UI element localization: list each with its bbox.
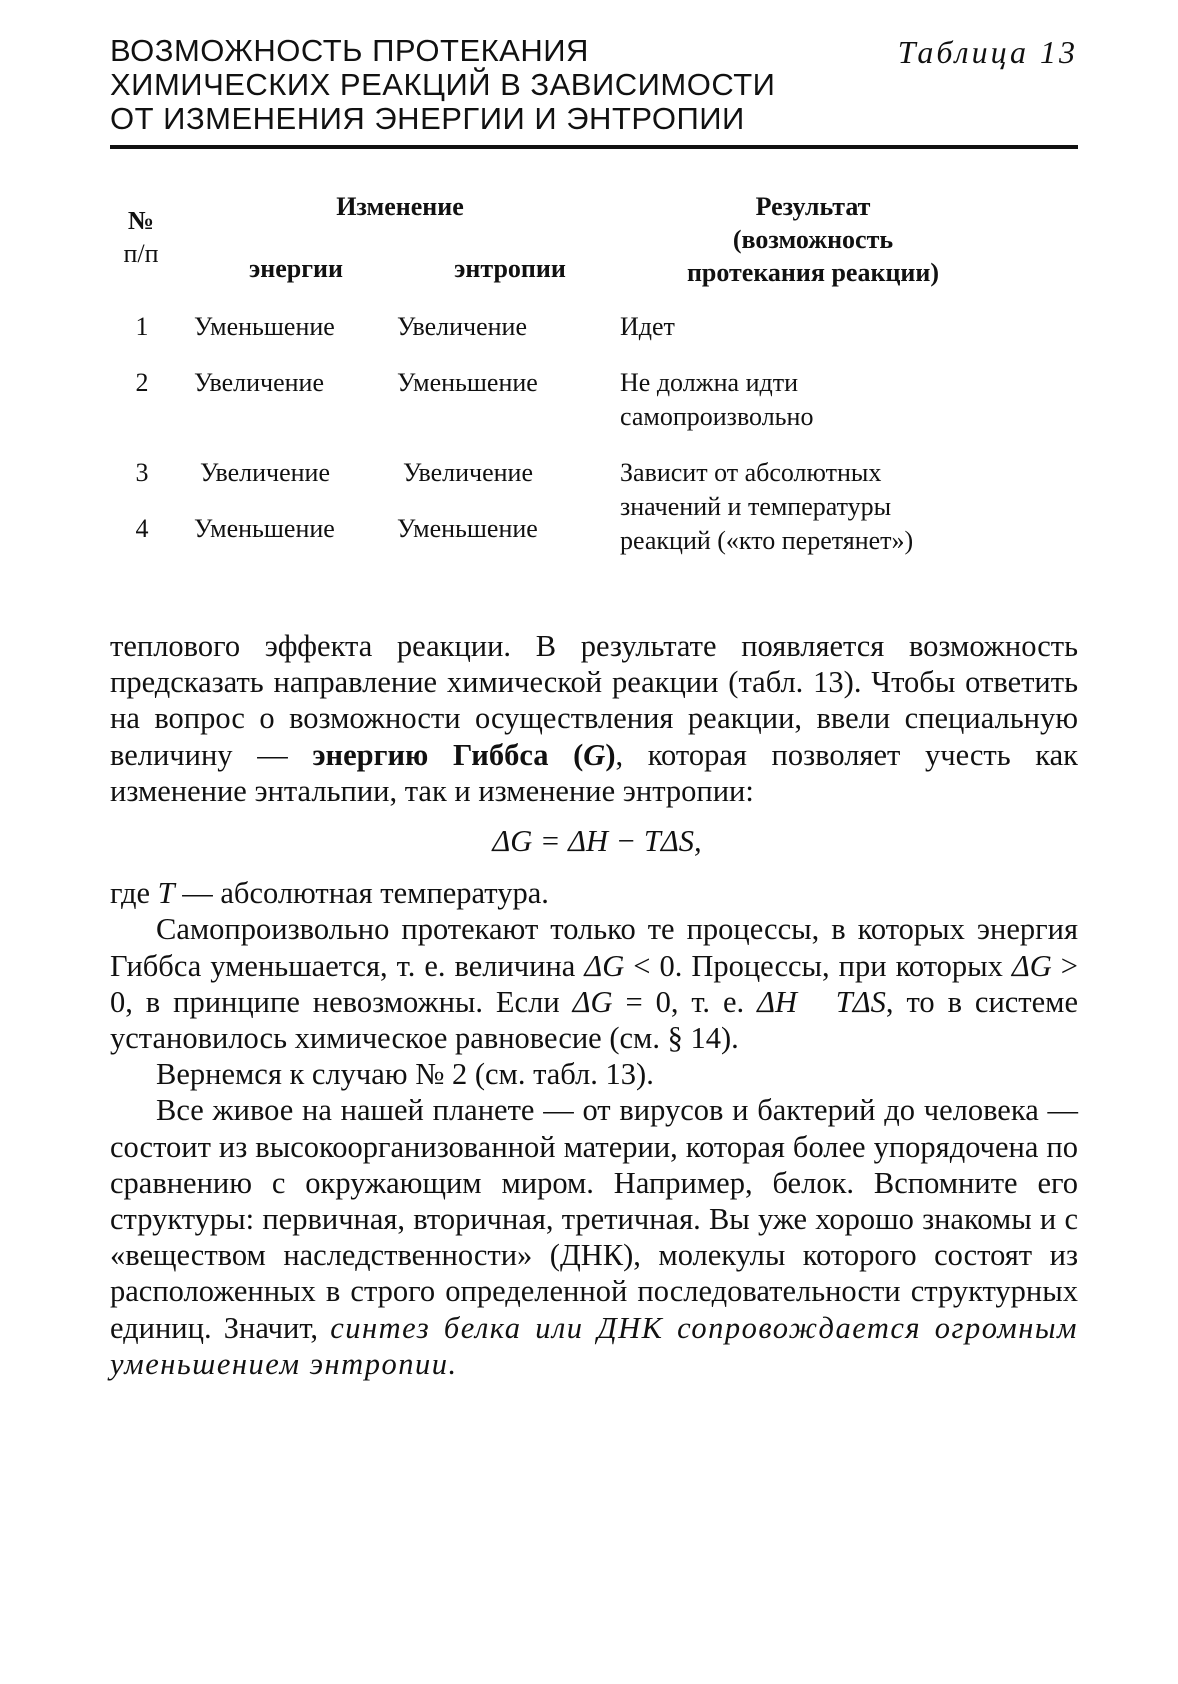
text-span: < 0. Процессы, при которых bbox=[624, 948, 1012, 983]
gibbs-formula: ΔG = ΔH − TΔS, bbox=[492, 824, 702, 859]
text-span: , то в системе установилось химическое равновесие (см. § 14). bbox=[110, 984, 1079, 1056]
column-header-result bbox=[618, 190, 1008, 289]
text-span: > 0, в принципе невозможны. Если bbox=[110, 948, 1079, 1019]
table-cell-energy: Увеличение bbox=[200, 458, 331, 487]
paragraph bbox=[110, 628, 1078, 809]
table-cell-result-line: значений и температуры bbox=[620, 492, 892, 521]
table-cell-entropy: Уменьшение bbox=[397, 514, 538, 543]
term-gibbs-energy bbox=[312, 738, 615, 772]
symbol-delta-g: ΔG bbox=[572, 984, 613, 1019]
table-cell-entropy: Увеличение bbox=[397, 312, 528, 341]
table-header bbox=[110, 34, 1078, 136]
table-cell-energy: Уменьшение bbox=[194, 514, 335, 543]
body-text bbox=[110, 628, 1078, 1382]
symbol-g: G bbox=[583, 737, 606, 772]
text-span: Все живое на нашей планете — от вирусов и бактерий до человека — состоит из высокоорганизованной материи, которая более упорядочена по сравнению с окружающим миром. Например, белок. Вспомните его структуры: первичная, вторичная, третичная. Вы уже хорошо знакомы и с «веществом наследственности» (ДНК), молекулы которого состоят из расположенных в строго определенной последовательности структурных единиц. Значит, bbox=[110, 1093, 1078, 1345]
text-span: — абсолютная температура. bbox=[174, 876, 549, 911]
table-number-label: Таблица 13 bbox=[897, 34, 1078, 70]
text-span: Вернемся к случаю № 2 (см. табл. 13). bbox=[156, 1057, 654, 1092]
symbol-delta-g: ΔG bbox=[1011, 948, 1052, 983]
table-cell-number: 2 bbox=[135, 368, 149, 397]
column-header-energy: энергии bbox=[249, 254, 343, 283]
paragraph bbox=[110, 1056, 1078, 1092]
paragraph bbox=[110, 911, 1078, 1056]
table-cell-number: 3 bbox=[135, 458, 149, 487]
table-cell-energy: Увеличение bbox=[194, 368, 325, 397]
emphasis-text: синтез белка или ДНК сопровождается огромным уменьшением энтропии. bbox=[110, 1310, 1078, 1381]
text-span: = 0, т. е. bbox=[612, 984, 758, 1019]
symbol-t-delta-s: TΔS bbox=[835, 984, 886, 1019]
table-cell-entropy: Уменьшение bbox=[397, 368, 538, 397]
symbol-delta-g: ΔG bbox=[584, 948, 625, 983]
column-header-result-line: протекания реакции) bbox=[686, 258, 940, 287]
table-cell-result-line: Не должна идти bbox=[620, 368, 799, 397]
header-divider bbox=[110, 145, 1078, 149]
table-cell-entropy: Увеличение bbox=[403, 458, 534, 487]
column-header-number bbox=[110, 204, 172, 270]
table-cell-number: 4 bbox=[135, 514, 149, 543]
table-title-line: ВОЗМОЖНОСТЬ ПРОТЕКАНИЯ bbox=[110, 33, 589, 68]
column-header-number-symbol: № bbox=[127, 206, 155, 235]
text-span bbox=[797, 985, 836, 1019]
text-span: Самопроизвольно протекают только те процессы, в которых энергия Гиббса уменьшается, т. е. величина bbox=[110, 912, 1078, 983]
symbol-t: T bbox=[157, 876, 175, 911]
column-header-change: Изменение bbox=[336, 192, 464, 221]
table-cell-number: 1 bbox=[135, 312, 149, 341]
text-span: ) bbox=[605, 737, 616, 772]
text-span: , которая позволяет учесть как изменение энтальпии, так и изменение энтропии: bbox=[110, 737, 1079, 808]
column-header-number-abbr: п/п bbox=[123, 239, 159, 268]
table-cell-result-line: реакций («кто перетянет») bbox=[620, 526, 914, 555]
text-span: энергию Гиббса ( bbox=[312, 737, 584, 772]
table-cell-result-line: Зависит от абсолютных bbox=[620, 458, 882, 487]
column-header-entropy: энтропии bbox=[454, 254, 566, 283]
table-cell-result-shared bbox=[620, 456, 913, 558]
table-cell-energy: Уменьшение bbox=[194, 312, 335, 341]
table-cell-result: Идет bbox=[620, 312, 675, 341]
paragraph bbox=[110, 1092, 1078, 1382]
text-span: теплового эффекта реакции. В результате появляется возможность предсказать направление химической реакции (табл. 13). Чтобы ответить на вопрос о возможности осуществления реакции, ввели специальную величину — bbox=[110, 629, 1078, 772]
table-title-line: ОТ ИЗМЕНЕНИЯ ЭНЕРГИИ И ЭНТРОПИИ bbox=[110, 101, 745, 136]
column-header-result-line: (возможность bbox=[732, 225, 894, 254]
paragraph bbox=[110, 875, 1078, 911]
table-title-line: ХИМИЧЕСКИХ РЕАКЦИЙ В ЗАВИСИМОСТИ bbox=[110, 67, 776, 102]
table-cell-result-line: самопроизвольно bbox=[620, 402, 814, 431]
table-cell-result bbox=[620, 366, 813, 434]
column-header-result-line: Результат bbox=[755, 192, 871, 221]
text-span: где bbox=[110, 876, 158, 911]
symbol-delta-h: ΔH bbox=[757, 984, 797, 1019]
